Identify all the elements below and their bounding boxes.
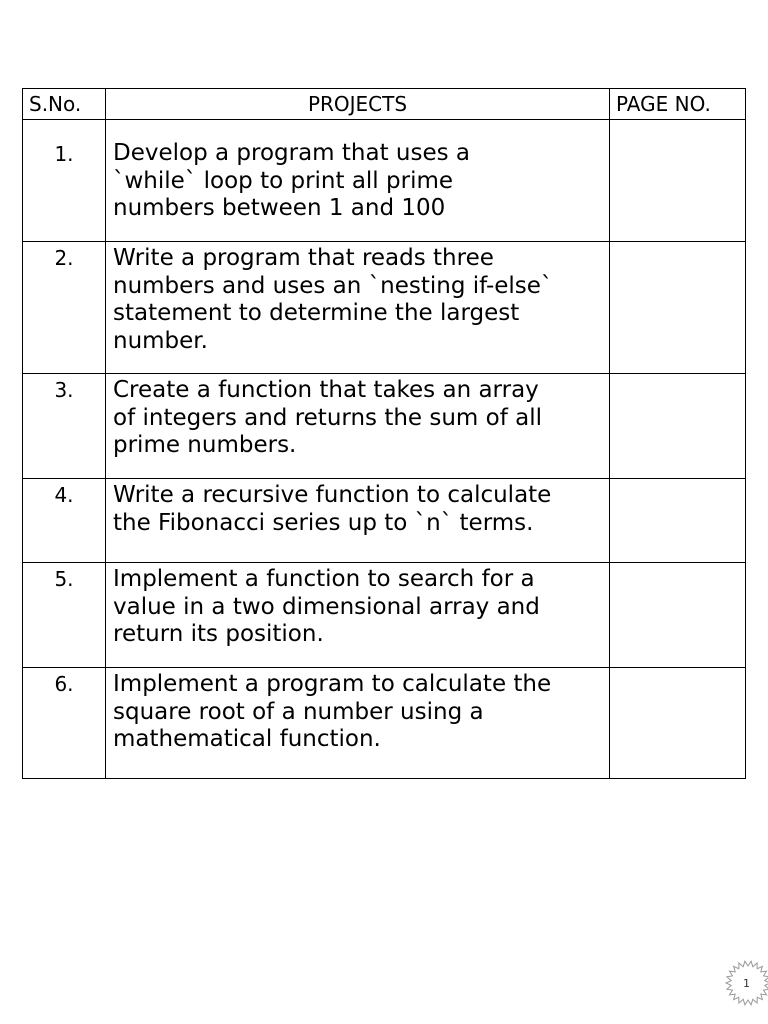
serial-number: 4. [23, 479, 106, 563]
serial-number: 6. [23, 668, 106, 779]
project-description: Develop a program that uses a `while` loop to print all prime numbers between 1 and 100 [106, 120, 610, 242]
serial-number: 3. [23, 374, 106, 479]
project-description: Implement a program to calculate the square root of a number using a mathematical function. [106, 668, 610, 779]
serial-number: 2. [23, 242, 106, 374]
page-number-cell [610, 668, 746, 779]
header-projects: PROJECTS [106, 89, 610, 120]
project-description: Write a program that reads three numbers and uses an `nesting if-else` statement to determine the largest number. [106, 242, 610, 374]
project-description: Create a function that takes an array of integers and returns the sum of all prime numbers. [106, 374, 610, 479]
table-row [23, 563, 746, 668]
table-row [23, 668, 746, 779]
table-header-row [23, 89, 746, 120]
serial-number: 1. [23, 120, 106, 242]
page-number-cell [610, 120, 746, 242]
page-number-cell [610, 479, 746, 563]
page-number-cell [610, 374, 746, 479]
table-row [23, 242, 746, 374]
table-row [23, 479, 746, 563]
project-description: Implement a function to search for a value in a two dimensional array and return its position. [106, 563, 610, 668]
serial-number: 5. [23, 563, 106, 668]
page-number-cell [610, 563, 746, 668]
projects-index-table [22, 88, 746, 779]
table-row [23, 374, 746, 479]
page-number-cell [610, 242, 746, 374]
page-number: 1 [743, 977, 750, 990]
project-description: Write a recursive function to calculate the Fibonacci series up to `n` terms. [106, 479, 610, 563]
table-row [23, 120, 746, 242]
header-sno: S.No. [23, 89, 106, 120]
header-page-no: PAGE NO. [610, 89, 746, 120]
